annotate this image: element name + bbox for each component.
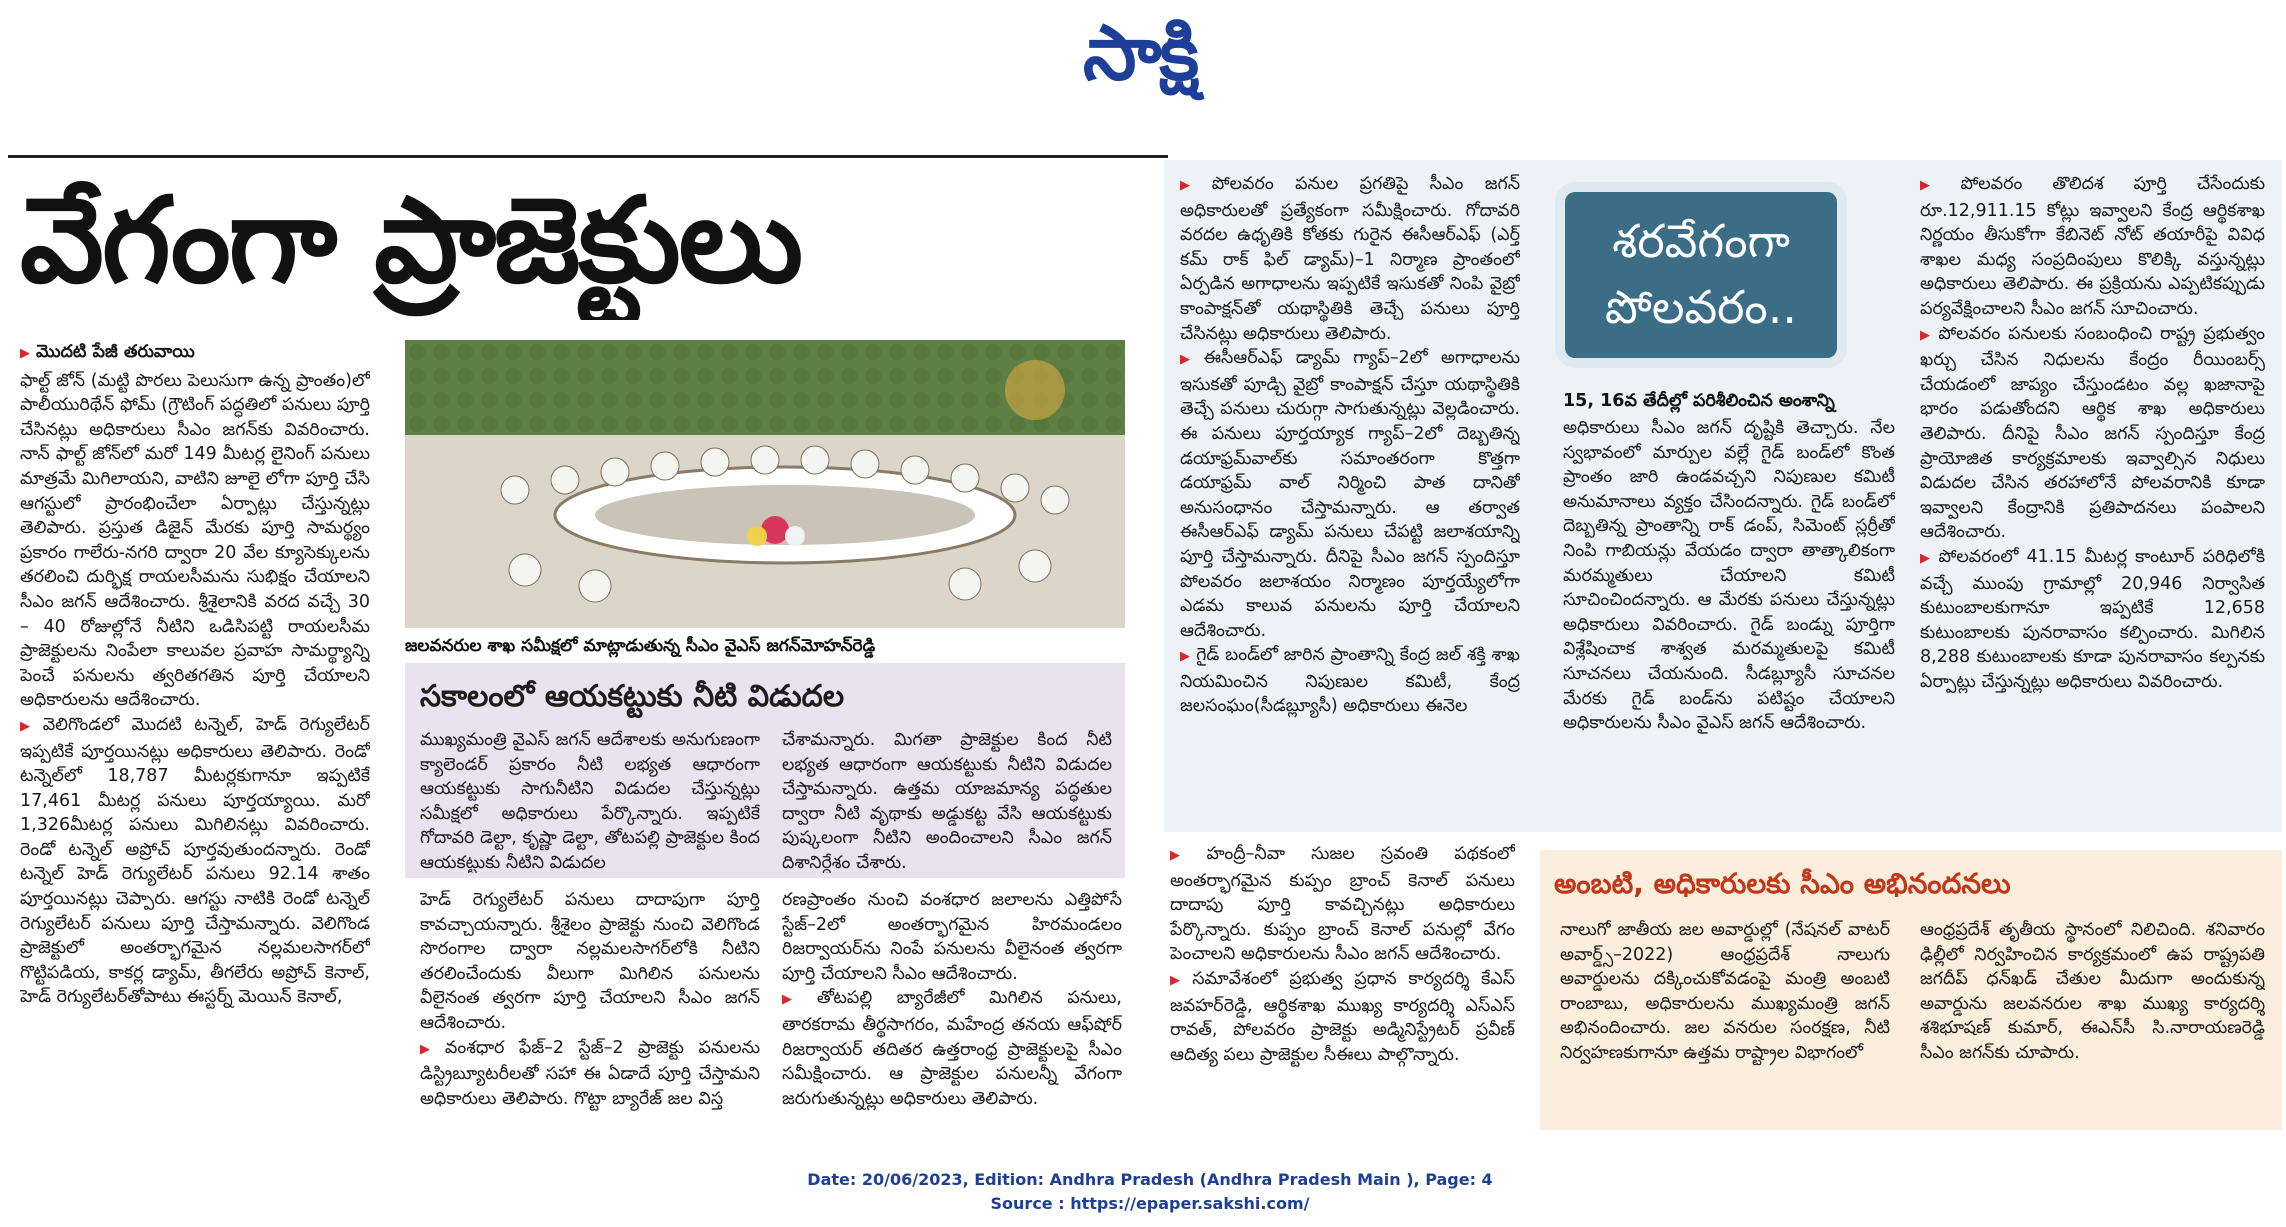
arrow-bullet-icon: ▶ (1920, 327, 1933, 343)
col1-paragraph-1: ఫాల్ట్ జోన్ (మట్టి పొరలు పెలుసుగా ఉన్న ప్రాంతం)లో పాలీయురిథేన్ ఫోమ్ (గ్రౌటింగ్ పద్ధతిలో పనులు పూర్తి చేసినట్లు అధికారులు సీఎం జగన్‌కు వివరించారు. నాన్ ఫాల్ట్ జోన్‌లో మరో 149 మీటర్ల లైనింగ్ పనులు మాత్రమే మిగిలాయని, వాటిని జూలై లోగా పూర్తి చేసి ఆగస్టులో ప్రారంభించేలా ఏర్పాట్లు చేస్తున్నట్లు తెలిపారు. ప్రస్తుత డిజైన్ మేరకు పూర్తి సామర్థ్యం ప్రకారం గాలేరు-నగరి ద్వారా 20 వేల క్యూసెక్కులను తరలించి దుర్భిక్ష రాయలసీమను సుభిక్షం చేయాలని సీఎం జగన్ ఆదేశించారు. శ్రీశైలానికి వరద వచ్చే 30 – 40 రోజుల్లోనే నీటిని ఒడిసిపట్టి రాయలసీమ ప్రాజెక్టులను నింపేలా కాలువల ప్రవాహ సామర్థ్యాన్ని పెంచే పనులను త్వరితగతిన పూర్తి చేయాలని అధికారులను ఆదేశించారు. (20, 370, 370, 711)
release-right-text: చేశామన్నారు. మిగతా ప్రాజెక్టుల కింద నీటి లభ్యత ఆధారంగా ఆయకట్టుకు నీటిని విడుదల చేస్తామన్నారు. ఉత్తమ యాజమాన్య పద్ధతుల ద్వారా నీటి వృథాకు అడ్డుకట్ట వేసి ఆయకట్టుకు పుష్కలంగా నీటిని అందించాలని సీఎం జగన్ దిశానిర్దేశం చేశారు. (782, 730, 1112, 873)
polavaram-column-3 (1920, 172, 2265, 822)
arrow-bullet-icon: ▶ (1920, 550, 1933, 566)
headline-rule (8, 155, 1168, 158)
award-left-text: నాలుగో జాతీయ జల అవార్డుల్లో (నేషనల్ వాటర్ అవార్డ్స్–2022) ఆంధ్రప్రదేశ్ నాలుగు అవార్డులను దక్కించుకోవడంపై మంత్రి అంబటి రాంబాబు, అధికారులను ముఖ్యమంత్రి జగన్ అభినందించారు. జల వనరుల సంరక్షణ, నీటి నిర్వహణకుగానూ ఉత్తమ రాష్ట్రాల విభాగంలో (1560, 920, 1890, 1063)
lower-middle-column (1170, 842, 1515, 1142)
arrow-bullet-icon: ▶ (20, 718, 37, 734)
award-heading: అంబటి, అధికారులకు సీఎం అభినందనలు (1554, 867, 2011, 900)
arrow-bullet-icon: ▶ (1180, 178, 1206, 193)
arrow-bullet-icon: ▶ (1170, 848, 1201, 863)
col3-paragraph-1: రణప్రాంతం నుంచి వంశధార జలాలను ఎత్తిపోసే స్టేజ్–2లో అంతర్భాగమైన హిరమండలం రిజర్వాయర్‌ను నింపే పనులను వీలైనంత త్వరగా పూర్తి చేయాలని సీఎం ఆదేశించారు. (782, 890, 1122, 984)
col3-paragraph-2: ▶ తోటపల్లి బ్యారేజీలో మిగిలిన పనులు, తారకరామ తీర్థసాగరం, మహేంద్ర తనయ ఆఫ్‌షోర్ రిజర్వాయర్ తదితర ఉత్తరాంధ్ర ప్రాజెక్టులపై సీఎం సమీక్షించారు. ఆ ప్రాజెక్టుల పనులన్నీ వేగంగా జరుగుతున్నట్లు అధికారులు తెలిపారు. (782, 988, 1122, 1109)
continuation-note: ▶ మొదటి పేజీ తరువాయి (20, 342, 195, 362)
polavaram-para-4: ▶ పోలవరం తొలిదశ పూర్తి చేసేందుకు రూ.12,911.15 కోట్లు ఇవ్వాలని కేంద్ర ఆర్థికశాఖ నిర్ణయం తీసుకోగా కేబినెట్ నోట్ తయారీపై వివిధ శాఖల మధ్య సంప్రదింపులు కొలిక్కి వస్తున్నట్లు అధికారులు తెలిపారు. ఈ ప్రక్రియను ఎప్పటికప్పుడు పర్యవేక్షించాలని సీఎం జగన్ సూచించారు. (1920, 174, 2265, 319)
polavaram-title-line-2: పోలవరం.. (1605, 280, 1797, 334)
arrow-bullet-icon: ▶ (20, 346, 30, 361)
source-link[interactable]: Source : https://epaper.sakshi.com/ (990, 1194, 1310, 1213)
arrow-bullet-icon: ▶ (1180, 649, 1191, 665)
polavaram-para-3: ▶ గైడ్ బండ్‌లో జారిన ప్రాంతాన్ని కేంద్ర జల్ శక్తి శాఖ నియమించిన నిపుణుల కమిటీ, కేంద్ర జలసంఘం(సీడబ్ల్యూసీ) అధికారులు ఈనెల (1180, 645, 1520, 717)
release-heading: సకాలంలో ఆయకట్టుకు నీటి విడుదల (420, 679, 845, 714)
release-left-text: ముఖ్యమంత్రి వైఎస్ జగన్ ఆదేశాలకు అనుగుణంగా క్యాలెండర్ ప్రకారం నీటి లభ్యత ఆధారంగా ఆయకట్టుకు సాగునీటిని విడుదల చేస్తున్నట్లు సమీక్షలో అధికారులు పేర్కొన్నారు. ఇప్పటికే గోదావరి డెల్టా, కృష్ణా డెల్టా, తోటపల్లి ప్రాజెక్టుల కింద ఆయకట్టుకు నీటిని విడుదల (420, 730, 760, 873)
photo-caption: జలవనరుల శాఖ సమీక్షలో మాట్లాడుతున్న సీఎం వైఎస్ జగన్‌మోహన్‌రెడ్డి (405, 636, 876, 656)
polavaram-para-2: ▶ ఈసీఆర్ఎఫ్ డ్యామ్ గ్యాప్–2లో అగాధాలను ఇసుకతో పూడ్చి వైబ్రో కాంపాక్షన్ చేస్తూ యథాస్థితికి తెచ్చే పనులు చురుగ్గా సాగుతున్నట్లు వెల్లడించారు. ఈ పనులు పూర్తయ్యాక గ్యాప్–2లో దెబ్బతిన్న డయాఫ్రమ్‌వాల్‌కు సమాంతరంగా కొత్తగా డయాఫ్రమ్ వాల్ నిర్మించి పాత దానితో అనుసంధానం చేస్తామన్నారు. ఆ తర్వాత ఈసీఆర్ఎఫ్ డ్యామ్ పనులు చేపట్టి జలాశయాన్ని పూర్తి చేస్తామన్నారు. దీనిపై సీఎం జగన్ స్పందిస్తూ పోలవరం జలాశయం నిర్మాణం పూర్తయ్యేలోగా ఎడమ కాలువ పనులను పూర్తి చేయాలని ఆదేశించారు. (1180, 348, 1520, 641)
column-1 (20, 340, 370, 1140)
lower-mid-para-2: ▶ సమావేశంలో ప్రభుత్వ ప్రధాన కార్యదర్శి కేఎస్ జవహర్‌రెడ్డి, ఆర్థికశాఖ ముఖ్య కార్యదర్శి ఎస్ఎస్ రావత్, పోలవరం ప్రాజెక్టు అడ్మినిస్ట్రేటర్ ప్రవీణ్ ఆదిత్య పలు ప్రాజెక్టుల సీఈలు పాల్గొన్నారు. (1170, 968, 1515, 1065)
polavaram-title-box (1565, 192, 1837, 358)
polavaram-para-5: ▶ పోలవరం పనులకు సంబంధించి రాష్ట్ర ప్రభుత్వం ఖర్చు చేసిన నిధులను కేంద్రం రీయింబర్స్ చేయడంలో జాప్యం చేస్తుండటం వల్ల ఖజానాపై భారం పడుతోందని ఆర్థిక శాఖ అధికారులు తెలిపారు. దీనిపై సీఎం జగన్ స్పందిస్తూ కేంద్ర ప్రాయోజిత కార్యక్రమాలకు ఇవ్వాల్సిన నిధులు విడుదల చేసిన తరహాలోనే పోలవరానికి కూడా ఇవ్వాలని కేంద్రానికి ప్రతిపాదనలు పంపాలని ఆదేశించారు. (1920, 323, 2265, 543)
arrow-bullet-icon: ▶ (782, 992, 811, 1008)
arrow-bullet-icon: ▶ (1170, 972, 1187, 988)
arrow-bullet-icon: ▶ (1920, 178, 1955, 193)
arrow-bullet-icon: ▶ (1180, 352, 1198, 368)
column-3-lower (782, 888, 1122, 1138)
meeting-photo (405, 340, 1125, 628)
page-headline: వేగంగా ప్రాజెక్టులు (20, 171, 802, 309)
award-right-text: ఆంధ్రప్రదేశ్ తృతీయ స్థానంలో నిలిచింది. శనివారం ఢిల్లీలో నిర్వహించిన కార్యక్రమంలో ఉప రాష్ట్రపతి జగదీప్ ధన్‌ఖడ్ చేతుల మీదుగా అందుకున్న అవార్డును జలవనరుల శాఖ ముఖ్య కార్యదర్శి శశిభూషణ్ కుమార్, ఈఎన్‌సీ సి.నారాయణరెడ్డి సీఎం జగన్‌కు చూపారు. (1920, 920, 2265, 1063)
edition-date-line: Date: 20/06/2023, Edition: Andhra Pradesh (Andhra Pradesh Main ), Page: 4 (807, 1170, 1493, 1189)
sakshi-logo[interactable]: సాక్షి (1082, 8, 1198, 97)
polavaram-column-1 (1180, 172, 1520, 822)
polavaram-column-2: అధికారులు సీఎం జగన్ దృష్టికి తెచ్చారు. నేల స్వభావంలో మార్పుల వల్లే గైడ్ బండ్‌లో కొంత ప్రాంతం జారి ఉండవచ్చని నిపుణుల కమిటీ అనుమానాలు వ్యక్తం చేసిందన్నారు. గైడ్ బండ్‌లో దెబ్బతిన్న ప్రాంతాన్ని రాక్ డంప్, సిమెంట్ స్లర్రీతో నింపి గాబియన్లు వేయడం ద్వారా తాత్కాలికంగా మరమ్మతులు చేయాలని కమిటీ సూచించిందన్నారు. ఆ మేరకు పనులు చేస్తున్నట్లు అధికారులు వివరించారు. గైడ్ బండ్ను పూర్తిగా విశ్లేషించాక శాశ్వత మరమ్మతులపై కమిటీ సూచనలు చేయనుంది. సీడబ్ల్యూసీ సూచనల మేరకు గైడ్ బండ్‌ను పటిష్టం చేయాలని అధికారులను సీఎం వైఎస్ జగన్ ఆదేశించారు. (1563, 418, 1895, 734)
edition-footer (700, 1168, 1600, 1218)
lower-mid-para-1: ▶ హంద్రీ–నీవా సుజల స్రవంతి పథకంలో అంతర్భాగమైన కుప్పం బ్రాంచ్ కెనాల్ పనులు దాదాపు పూర్తి కావచ్చినట్లు అధికారులు పేర్కొన్నారు. కుప్పం బ్రాంచ్ కెనాల్ పనుల్లో వేగం పెంచాలని అధికారులను సీఎం జగన్ ఆదేశించారు. (1170, 844, 1515, 965)
col2-paragraph-2: ▶ వంశధార ఫేజ్–2 స్టేజ్–2 ప్రాజెక్టు పనులను డిస్ట్రిబ్యూటరీలతో సహా ఈ ఏడాదే పూర్తి చేస్తామని అధికారులు తెలిపారు. గొట్టా బ్యారేజ్ జల విస్త (420, 1037, 760, 1109)
col2-paragraph-1: హెడ్ రెగ్యులేటర్ పనులు దాదాపుగా పూర్తి కావచ్చాయన్నారు. శ్రీశైలం ప్రాజెక్టు నుంచి వెలిగొండ సొరంగాల ద్వారా నల్లమలసాగర్‌లోకి నీటిని తరలించేందుకు వీలుగా మిగిలిన పనులను వీలైనంత త్వరగా పూర్తి చేయాలని సీఎం జగన్ ఆదేశించారు. (420, 890, 760, 1033)
polavaram-para-1: ▶ పోలవరం పనుల ప్రగతిపై సీఎం జగన్ అధికారులతో ప్రత్యేకంగా సమీక్షించారు. గోదావరి వరదల ఉధృతికి కోతకు గురైన ఈసీఆర్ఎఫ్ (ఎర్త్ కమ్ రాక్ ఫిల్ డ్యామ్)–1 నిర్మాణ ప్రాంతంలో ఏర్పడిన అగాధాలను ఇప్పటికే ఇసుకతో నింపి వైబ్రో కాంపాక్షన్‌తో యథాస్థితికి తెచ్చే పనులు పూర్తి చేసినట్లు అధికారులు తెలిపారు. (1180, 174, 1520, 344)
polavaram-para-6: ▶ పోలవరంలో 41.15 మీటర్ల కాంటూర్ పరిధిలోకి వచ్చే ముంపు గ్రామాల్లో 20,946 నిర్వాసిత కుటుంబాలకుగానూ ఇప్పటికే 12,658 కుటుంబాలకు పునరావాసం కల్పించారు. మిగిలిన 8,288 కుటుంబాలకు కూడా పునరావాసం కల్పనకు ఏర్పాట్లు చేస్తున్నట్లు అధికారులు వివరించారు. (1920, 546, 2265, 692)
col1-paragraph-2: ▶ వెలిగొండలో మొదటి టన్నెల్, హెడ్ రెగ్యులేటర్ ఇప్పటికే పూర్తయినట్లు అధికారులు తెలిపారు. రెండో టన్నెల్‌లో 18,787 మీటర్లకుగానూ ఇప్పటికే 17,461 మీటర్ల పనులు పూర్తయ్యాయి. మరో 1,326మీటర్ల పనులు మిగిలినట్లు వివరించారు. రెండో టన్నెల్ అప్రోచ్ పూర్తవుతుందన్నారు. రెండో టన్నెల్ హెడ్ రెగ్యులేటర్ పనులు 92.14 శాతం పూర్తయినట్లు చెప్పారు. ఆగస్టు నాటికి రెండో టన్నెల్ రెగ్యులేటర్ పనులు పూర్తి చేస్తామన్నారు. వెలిగొండ ప్రాజెక్టులో అంతర్భాగమైన నల్లమలసాగర్‌లో గొట్టిపడియ, కాకర్ల డ్యామ్, తీగలేరు అప్రోచ్ కెనాల్, హెడ్ రెగ్యులేటర్‌తోపాటు ఈస్టర్న్ మెయిన్ కెనాల్, (20, 714, 370, 1008)
polavaram-title-line-1: శరవేగంగా (1612, 214, 1790, 268)
polavaram-subhead: 15, 16వ తేదీల్లో పరిశీలించిన అంశాన్ని (1563, 391, 1835, 411)
column-2-lower (420, 888, 760, 1138)
arrow-bullet-icon: ▶ (420, 1041, 439, 1057)
